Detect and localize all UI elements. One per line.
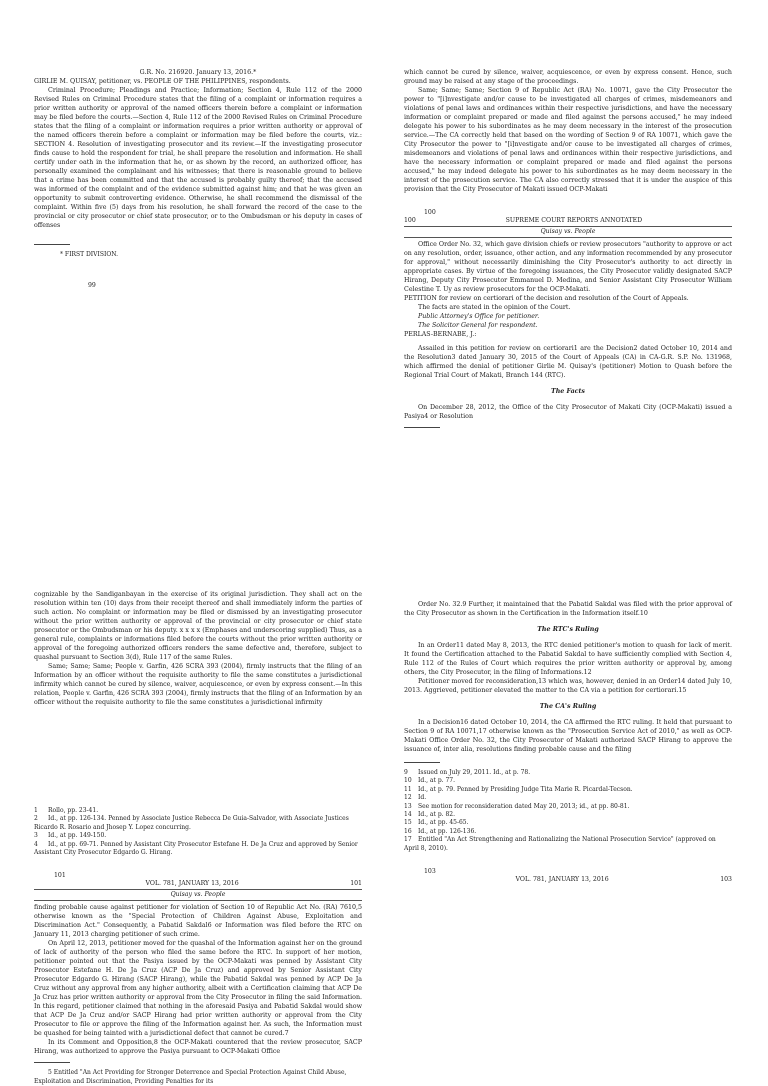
footnote-1: 1 Rollo, pp. 23-41.	[34, 807, 99, 814]
footnote-5: 5 Entitled "An Act Providing for Stronger Deterrence and Special Protection Against Child Abuse, Exploitation and Discrimination, Providing Penalties for its	[34, 1069, 347, 1085]
page-number-top: 101	[54, 872, 66, 880]
gr-number: G.R. No. 216920. January 13, 2016.*	[139, 69, 257, 76]
continued-text: which cannot be cured by silence, waiver, acquiescence, or even by express consent. Hence, such ground may be raised at any stage of the proceedings.	[404, 69, 732, 85]
page-100	[384, 0, 768, 512]
counsel-respondent: The Solicitor General for respondent.	[418, 322, 538, 329]
ca-heading: The CA's Ruling	[539, 703, 597, 710]
header-title: VOL. 781, JANUARY 13, 2016	[515, 876, 609, 884]
page-number-top: 100	[424, 209, 436, 216]
page-number-top: 103	[424, 868, 436, 876]
footnote-3: 3 Id., at pp. 149-150.	[34, 832, 107, 840]
case-parties: GIRLIE M. QUISAY, petitioner, vs. PEOPLE OF THE PHILIPPINES, respondents.	[34, 78, 291, 85]
syllabus-1: Criminal Procedure; Pleadings and Practice; Information; Section 4, Rule 112 of the 2000 Revised Rules on Criminal Procedure states that the filing of a complaint or information requires a prior written authority or approval of the named officers therein before a complaint or information may be filed before the courts.—Section 4, Rule 112 of the 2000 Revised Rules on Criminal Procedure states that the filing of a complaint or information requires a prior written authority or approval of the named officers therein before a complaint or information may be filed before the courts, viz.: SECTION 4. Resolution of investigating prosecutor and its review.—If the investigating prosecutor finds cause to hold the respondent for trial, he shall prepare the resolution and information. He shall certify under oath in the information that he, or as shown by the record, an authorized officer, has personally examined the complainant and his witnesses; that there is reasonable ground to believe that a crime has been committed and that the accused is probably guilty thereof; that the accused was informed of the complaint and of the evidence submitted against him; and that he was given an opportunity to submit controverting evidence. Otherwise, he shall recommend the dismissal of the complaint. Within five (5) days from his resolution, he shall forward the record of the case to the provincial or city prosecutor or chief state prosecutor, or to the Ombudsman or his deputy in cases of offenses	[34, 87, 362, 229]
april-paragraph: On April 12, 2013, petitioner moved for the quashal of the Information against her on the ground of lack of authority of the person who filed the same before the RTC. In support of her motion, petitioner pointed out that the Pasiya issued by the OCP-Makati was penned by Assistant City Prosecutor Estefane H. De Ja Cruz (ACP De Ja Cruz) and approved by Senior Assistant City Prosecutor Edgardo G. Hirang (SACP Hirang), while the Pabatid Sakdal was penned by ACP De Ja Cruz without any approval from any higher authority, albeit with a Certification claiming that ACP De Ja Cruz has prior written authority or approval from the City Prosecutor in filing the said Information. In this regard, petitioner claimed that nothing in the aforesaid Pasiya and Pabatid Sakdal would show that ACP De Ja Cruz and/or SACP Hirang had prior written authority or approval from the City Prosecutor to file or approve the filing of the Information against her. As such, the Information must be quashed for being tainted with a jurisdictional defect that cannot be cured.7	[34, 940, 362, 1038]
ca-paragraph: In a Decision16 dated October 10, 2014, the CA affirmed the RTC ruling. It held that pursuant to Section 9 of RA 10071,17 otherwise known as the "Prosecution Service Act of 2010," as well as OCP-Makati Office Order No. 32, the City Prosecutor of Makati authorized SACP Hirang to approve the issuance of, inter alia, resolutions finding probable cause and the filing	[404, 719, 732, 753]
petition-line: PETITION for review on certiorari of the decision and resolution of the Court of Appeals.	[404, 295, 689, 302]
finding-paragraph: finding probable cause against petitioner for violation of Section 10 of Republic Act No. (RA) 7610,5 otherwise known as the "Special Protection of Children Against Abuse, Exploitation and Discrimination Act." Consequently, a Pabatid Sakdal6 or Information was filed before the RTC on January 11, 2013 charging petitioner of such crime.	[34, 904, 362, 939]
running-header	[404, 876, 732, 885]
syllabus-2: Same; Same; Same; Section 9 of Republic Act (RA) No. 10071, gave the City Prosecutor the power to "[i]nvestigate and/or cause to be investigated all charges of crimes, misdemeanors and violations of penal laws and ordinances within their respective jurisdictions, and have the necessary information or complaint prepared or made and filed against the persons accused," he may indeed delegate his power to his subordinates as he may deem necessary in the interest of the prosecution service.—The CA correctly held that based on the wording of Section 9 of RA 10071, which gave the City Prosecutor the power to "[i]nvestigate and/or cause to be investigated all charges of crimes, misdemeanors and violations of penal laws and ordinances within their respective jurisdictions, and have the necessary information or complaint prepared or made and filed against the persons accused," he may indeed delegate his power to his subordinates as he may deem necessary in the interest of the prosecution service. The CA also correctly stressed that it is under the auspice of this provision that the City Prosecutor of Makati issued OCP-Makati	[404, 87, 732, 193]
footnote-15: 15 Id., at pp. 45-65.	[404, 819, 469, 827]
ponente: PERLAS-BERNABE, J.:	[404, 331, 477, 338]
header-page: 103	[720, 876, 732, 884]
facts-heading: The Facts	[551, 388, 585, 395]
header-page: 100	[404, 217, 416, 224]
footnote-rule	[404, 762, 440, 763]
footnote-rule	[34, 244, 70, 245]
rtc-heading: The RTC's Ruling	[537, 626, 599, 633]
rtc-paragraph: In an Order11 dated May 8, 2013, the RTC denied petitioner's motion to quash for lack of merit. It found the Certification attached to the Pabatid Sakdal to have sufficiently complied with Section 4, Rule 112 of the Rules of Court which requires the prior written authority or approval by, among others, the City Prosecutor, in the filing of Informations.12	[404, 642, 732, 676]
footnote-rule	[404, 427, 440, 428]
footnote-9: 9 Issued on July 29, 2011. Id., at p. 78.	[404, 769, 531, 776]
footnote-2: 2 Id., at pp. 126-134. Penned by Associate Justice Rebecca De Guia-Salvador, with Associate Justices Ricardo R. Rosario and Jhosep Y. Lopez concurring.	[34, 815, 349, 831]
footnote-rule	[34, 1062, 70, 1063]
running-header	[404, 217, 732, 227]
syllabus-3: Same; Same; Same; People v. Garfin, 426 SCRA 393 (2004), firmly instructs that the filing of an Information by an officer without the requisite authority to file the same constitutes a jurisdictional infirmity which cannot be cured by silence, waiver, acquiescence, or even by express consent.—In this relation, People v. Garfin, 426 SCRA 393 (2004), firmly instructs that the filing of an Information by an officer without the requisite authority to file the same constitutes a jurisdictional infirmity	[34, 663, 362, 706]
running-header	[34, 880, 362, 890]
facts-paragraph: On December 28, 2012, the Office of the City Prosecutor of Makati City (OCP-Makati) issued a Pasiya4 or Resolution	[404, 404, 732, 420]
footnote-11: 11 Id., at p. 79. Penned by Presiding Judge Tita Marie R. Picardal-Tecson.	[404, 785, 633, 793]
office-order: Office Order No. 32, which gave division chiefs or review prosecutors "authority to approve or act on any resolution, order, issuance, other action, and any information recommended by any prosecutor for approval," without necessarily diminishing the City Prosecutor's authority to act directly in appropriate cases. By virtue of the foregoing issuances, the City Prosecutor validly designated SACP Hirang, Deputy City Prosecutor Emmanuel D. Medina, and Senior Assistant City Prosecutor William Celestine T. Uy as review prosecutors for the OCP-Makati.	[404, 241, 732, 293]
cognizable-paragraph: cognizable by the Sandiganbayan in the exercise of its original jurisdiction. They shall act on the resolution within ten (10) days from their receipt thereof and shall immediately inform the parties of such action. No complaint or information may be filed or dismissed by an investigating prosecutor without the prior written authority or approval of the provincial or city prosecutor or chief state prosecutor or the Ombudsman or his deputy. x x x x (Emphases and underscoring supplied) Thus, as a general rule, complaints or informations filed before the courts without the prior written authority or approval of the foregoing authorized officers renders the same defective and, therefore, subject to quashal pursuant to Section 3(d), Rule 117 of the same Rules.	[34, 591, 362, 661]
footnote-13: 13 See motion for reconsideration dated May 20, 2013; id., at pp. 80-81.	[404, 802, 630, 810]
facts-stated: The facts are stated in the opinion of the Court.	[418, 304, 571, 311]
running-subhead: Quisay vs. People	[34, 891, 362, 901]
recon-paragraph: Petitioner moved for reconsideration,13 which was, however, denied in an Order14 dated July 10, 2013. Aggrieved, petitioner elevated the matter to the CA via a petition for certiorari.15	[404, 678, 732, 694]
page-99	[0, 0, 384, 512]
order32-paragraph: Order No. 32.9 Further, it maintained that the Pabatid Sakdal was filed with the prior approval of the City Prosecutor as shown in the Certification in the Information itself.10	[404, 601, 732, 617]
footnote-17: 17 Entitled "An Act Strengthening and Rationalizing the National Prosecution Service" (approved on April 8, 2010).	[404, 836, 716, 852]
footnote-12: 12 Id.	[404, 794, 427, 802]
page-103	[384, 512, 768, 1024]
page-number: 99	[88, 282, 96, 290]
header-page: 101	[350, 880, 362, 888]
counsel-petitioner: Public Attorney's Office for petitioner.	[418, 313, 540, 320]
footnote-10: 10 Id., at p. 77.	[404, 777, 456, 785]
page-101	[0, 512, 384, 1085]
footnote-4: 4 Id., at pp. 69-71. Penned by Assistant City Prosecutor Estefane H. De Ja Cruz and approved by Senior Assistant City Prosecutor Edgardo G. Hirang.	[34, 840, 358, 857]
footnote-first-division: * FIRST DIVISION.	[60, 251, 119, 258]
header-title: SUPREME COURT REPORTS ANNOTATED	[505, 217, 643, 224]
footnote-16: 16 Id., at pp. 126-136.	[404, 827, 477, 835]
footnote-14: 14 Id., at p. 82.	[404, 811, 456, 819]
comment-paragraph: In its Comment and Opposition,8 the OCP-Makati countered that the review prosecutor, SACP Hirang, was authorized to approve the Pasiya pursuant to OCP-Makati Office	[34, 1039, 362, 1056]
assailed-paragraph: Assailed in this petition for review on certiorari1 are the Decision2 dated October 10, 2014 and the Resolution3 dated January 30, 2015 of the Court of Appeals (CA) in CA-G.R. S.P. No. 131968, which affirmed the denial of petitioner Girlie M. Quisay's (petitioner) Motion to Quash before the Regional Trial Court of Makati, Branch 144 (RTC).	[404, 345, 732, 379]
header-title: VOL. 781, JANUARY 13, 2016	[145, 880, 239, 888]
running-subhead: Quisay vs. People	[404, 228, 732, 238]
